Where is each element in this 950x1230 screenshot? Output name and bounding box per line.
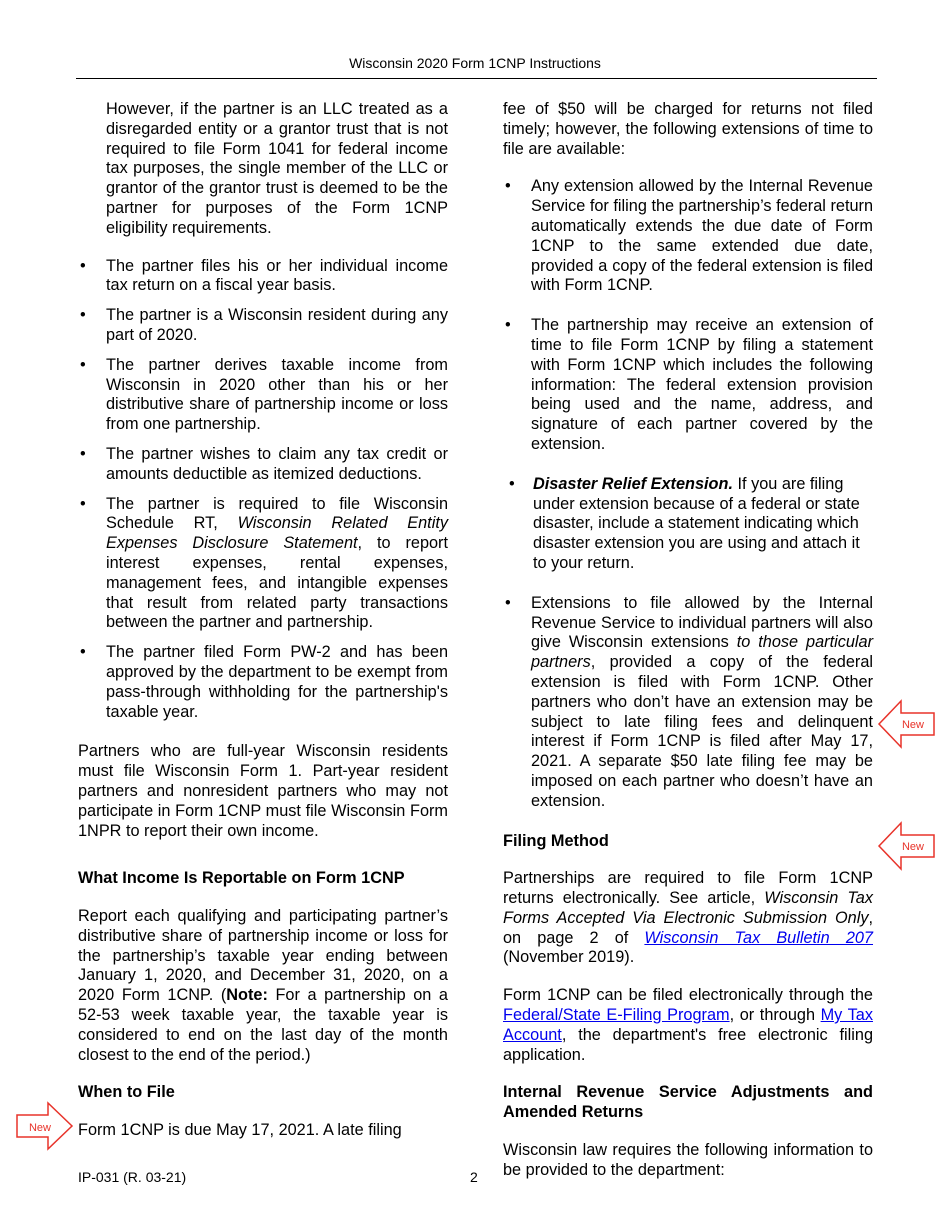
list-item-schedule-rt: • The partner is required to file Wisconsin Schedule RT, Wisconsin Related Entity Expenses Disclosure Statement, to report interest expenses, rental expenses, management fees, and intangible expenses that result from related party transactions between the partner and partnership.	[80, 494, 449, 632]
list-item-irs-extension: • Any extension allowed by the Internal Revenue Service for filing the partnership’s federal return automatically extends the due date of Form 1CNP to the same extended due date, provided a copy of the federal extension is filed with Form 1CNP.	[505, 177, 873, 295]
bullet-icon: •	[80, 643, 86, 662]
list-item-pw2: • The partner filed Form PW-2 and has been approved by the department to be exempt from pass-through withholding for the partnership's taxable year.	[80, 643, 448, 721]
list-item-disaster-extension: • Disaster Relief Extension. If you are filing under extension because of a federal or state disaster, include a statement indicating which disaster extension you are using and attach it to your return.	[509, 474, 860, 572]
income-heading: What Income Is Reportable on Form 1CNP	[78, 869, 405, 888]
my-tax-account-link[interactable]: My Tax Account	[503, 1006, 873, 1044]
list-item: • The partner files his or her individual income tax return on a fiscal year basis.	[80, 256, 448, 295]
bullet-icon: •	[80, 256, 86, 275]
list-item: • The partner is a Wisconsin resident during any part of 2020.	[80, 306, 448, 344]
llc-paragraph: However, if the partner is an LLC treated as a disregarded entity or a grantor trust that is not required to file Form 1041 for federal income tax purposes, the single member of the LLC or grantor of the grantor trust is deemed to be the partner for purposes of the Form 1CNP eligibility requirements.	[106, 100, 448, 237]
irs-paragraph: Wisconsin law requires the following information to be provided to the department:	[503, 1141, 873, 1179]
when-to-file-heading: When to File	[78, 1083, 175, 1102]
new-marker-arrow-left-icon	[877, 821, 937, 871]
new-marker-arrow-right-icon	[16, 1101, 74, 1151]
due-date-text: Form 1CNP is due May 17, 2021. A late filing	[78, 1121, 402, 1140]
new-marker-arrow-left-icon	[877, 699, 937, 749]
filing-method-heading: Filing Method	[503, 831, 609, 850]
bullet-icon: •	[80, 306, 86, 325]
irs-adjustments-heading: Internal Revenue Service Adjustments and Amended Returns	[503, 1083, 873, 1122]
page-header-title: Wisconsin 2020 Form 1CNP Instructions	[349, 55, 601, 71]
efiling-program-link[interactable]: Federal/State E-Filing Program	[503, 1006, 730, 1025]
new-marker-label: New	[901, 841, 925, 853]
bullet-icon: •	[505, 177, 511, 196]
right-column	[503, 100, 873, 1199]
footer-form-id: IP-031 (R. 03-21)	[78, 1169, 187, 1185]
efile-paragraph: Form 1CNP can be filed electronically through the Federal/State E-Filing Program, or through My Tax Account, the department's free electronic filing application.	[503, 986, 873, 1064]
tax-bulletin-link[interactable]: Wisconsin Tax Bulletin 207	[644, 928, 873, 947]
list-item: • The partner wishes to claim any tax credit or amounts deductible as itemized deductions.	[80, 444, 448, 483]
bullet-icon: •	[505, 316, 511, 335]
list-item-statement-extension: • The partnership may receive an extension of time to file Form 1CNP by filing a statement with Form 1CNP which includes the following information: The federal extension provision being used and the name, address, and signature of each partner covered by the extension.	[505, 316, 873, 453]
bullet-icon: •	[80, 355, 86, 374]
header-rule	[76, 78, 877, 79]
new-marker-label: New	[28, 1122, 52, 1134]
late-fee-paragraph: fee of $50 will be charged for returns not filed timely; however, the following extensions of time to file are available:	[503, 100, 873, 158]
list-item: • The partner derives taxable income from Wisconsin in 2020 other than his or her distributive share of partnership income or loss from one partnership.	[80, 355, 448, 434]
residents-paragraph: Partners who are full-year Wisconsin residents must file Wisconsin Form 1. Part-year resident partners and nonresident partners who may not participate in Form 1CNP must file Wisconsin Form 1NPR to report their own income.	[78, 742, 448, 840]
bullet-icon: •	[80, 444, 86, 463]
income-paragraph: Report each qualifying and participating partner’s distributive share of partnership income or loss for the partnership’s taxable year ending between January 1, 2020, and December 31, 2020, on a 2020 Form 1CNP. (Note: For a partnership on a 52-53 week taxable year, the taxable year is considered to end on the last day of the month closest to the end of the period.)	[78, 907, 448, 1064]
bullet-icon: •	[505, 593, 511, 612]
filing-method-paragraph: Partnerships are required to file Form 1CNP returns electronically. See article, Wisconsin Tax Forms Accepted Via Electronic Submission Only, on page 2 of Wisconsin Tax Bulletin 207 (November 2019).	[503, 869, 873, 967]
left-column	[78, 100, 448, 1159]
bullet-icon: •	[80, 494, 86, 513]
footer-page-number: 2	[470, 1169, 478, 1185]
new-marker-label: New	[901, 719, 925, 731]
bullet-icon: •	[509, 474, 515, 493]
list-item-individual-extension: • Extensions to file allowed by the Internal Revenue Service to individual partners will also give Wisconsin extensions to those particular partners, provided a copy of the federal extension is filed with Form 1CNP. Other partners who don’t have an extension may be subject to late filing fees and delinquent interest if Form 1CNP is filed after May 17, 2021. A separate $50 late filing fee may be imposed on each partner who doesn’t have an extension.	[505, 593, 873, 810]
